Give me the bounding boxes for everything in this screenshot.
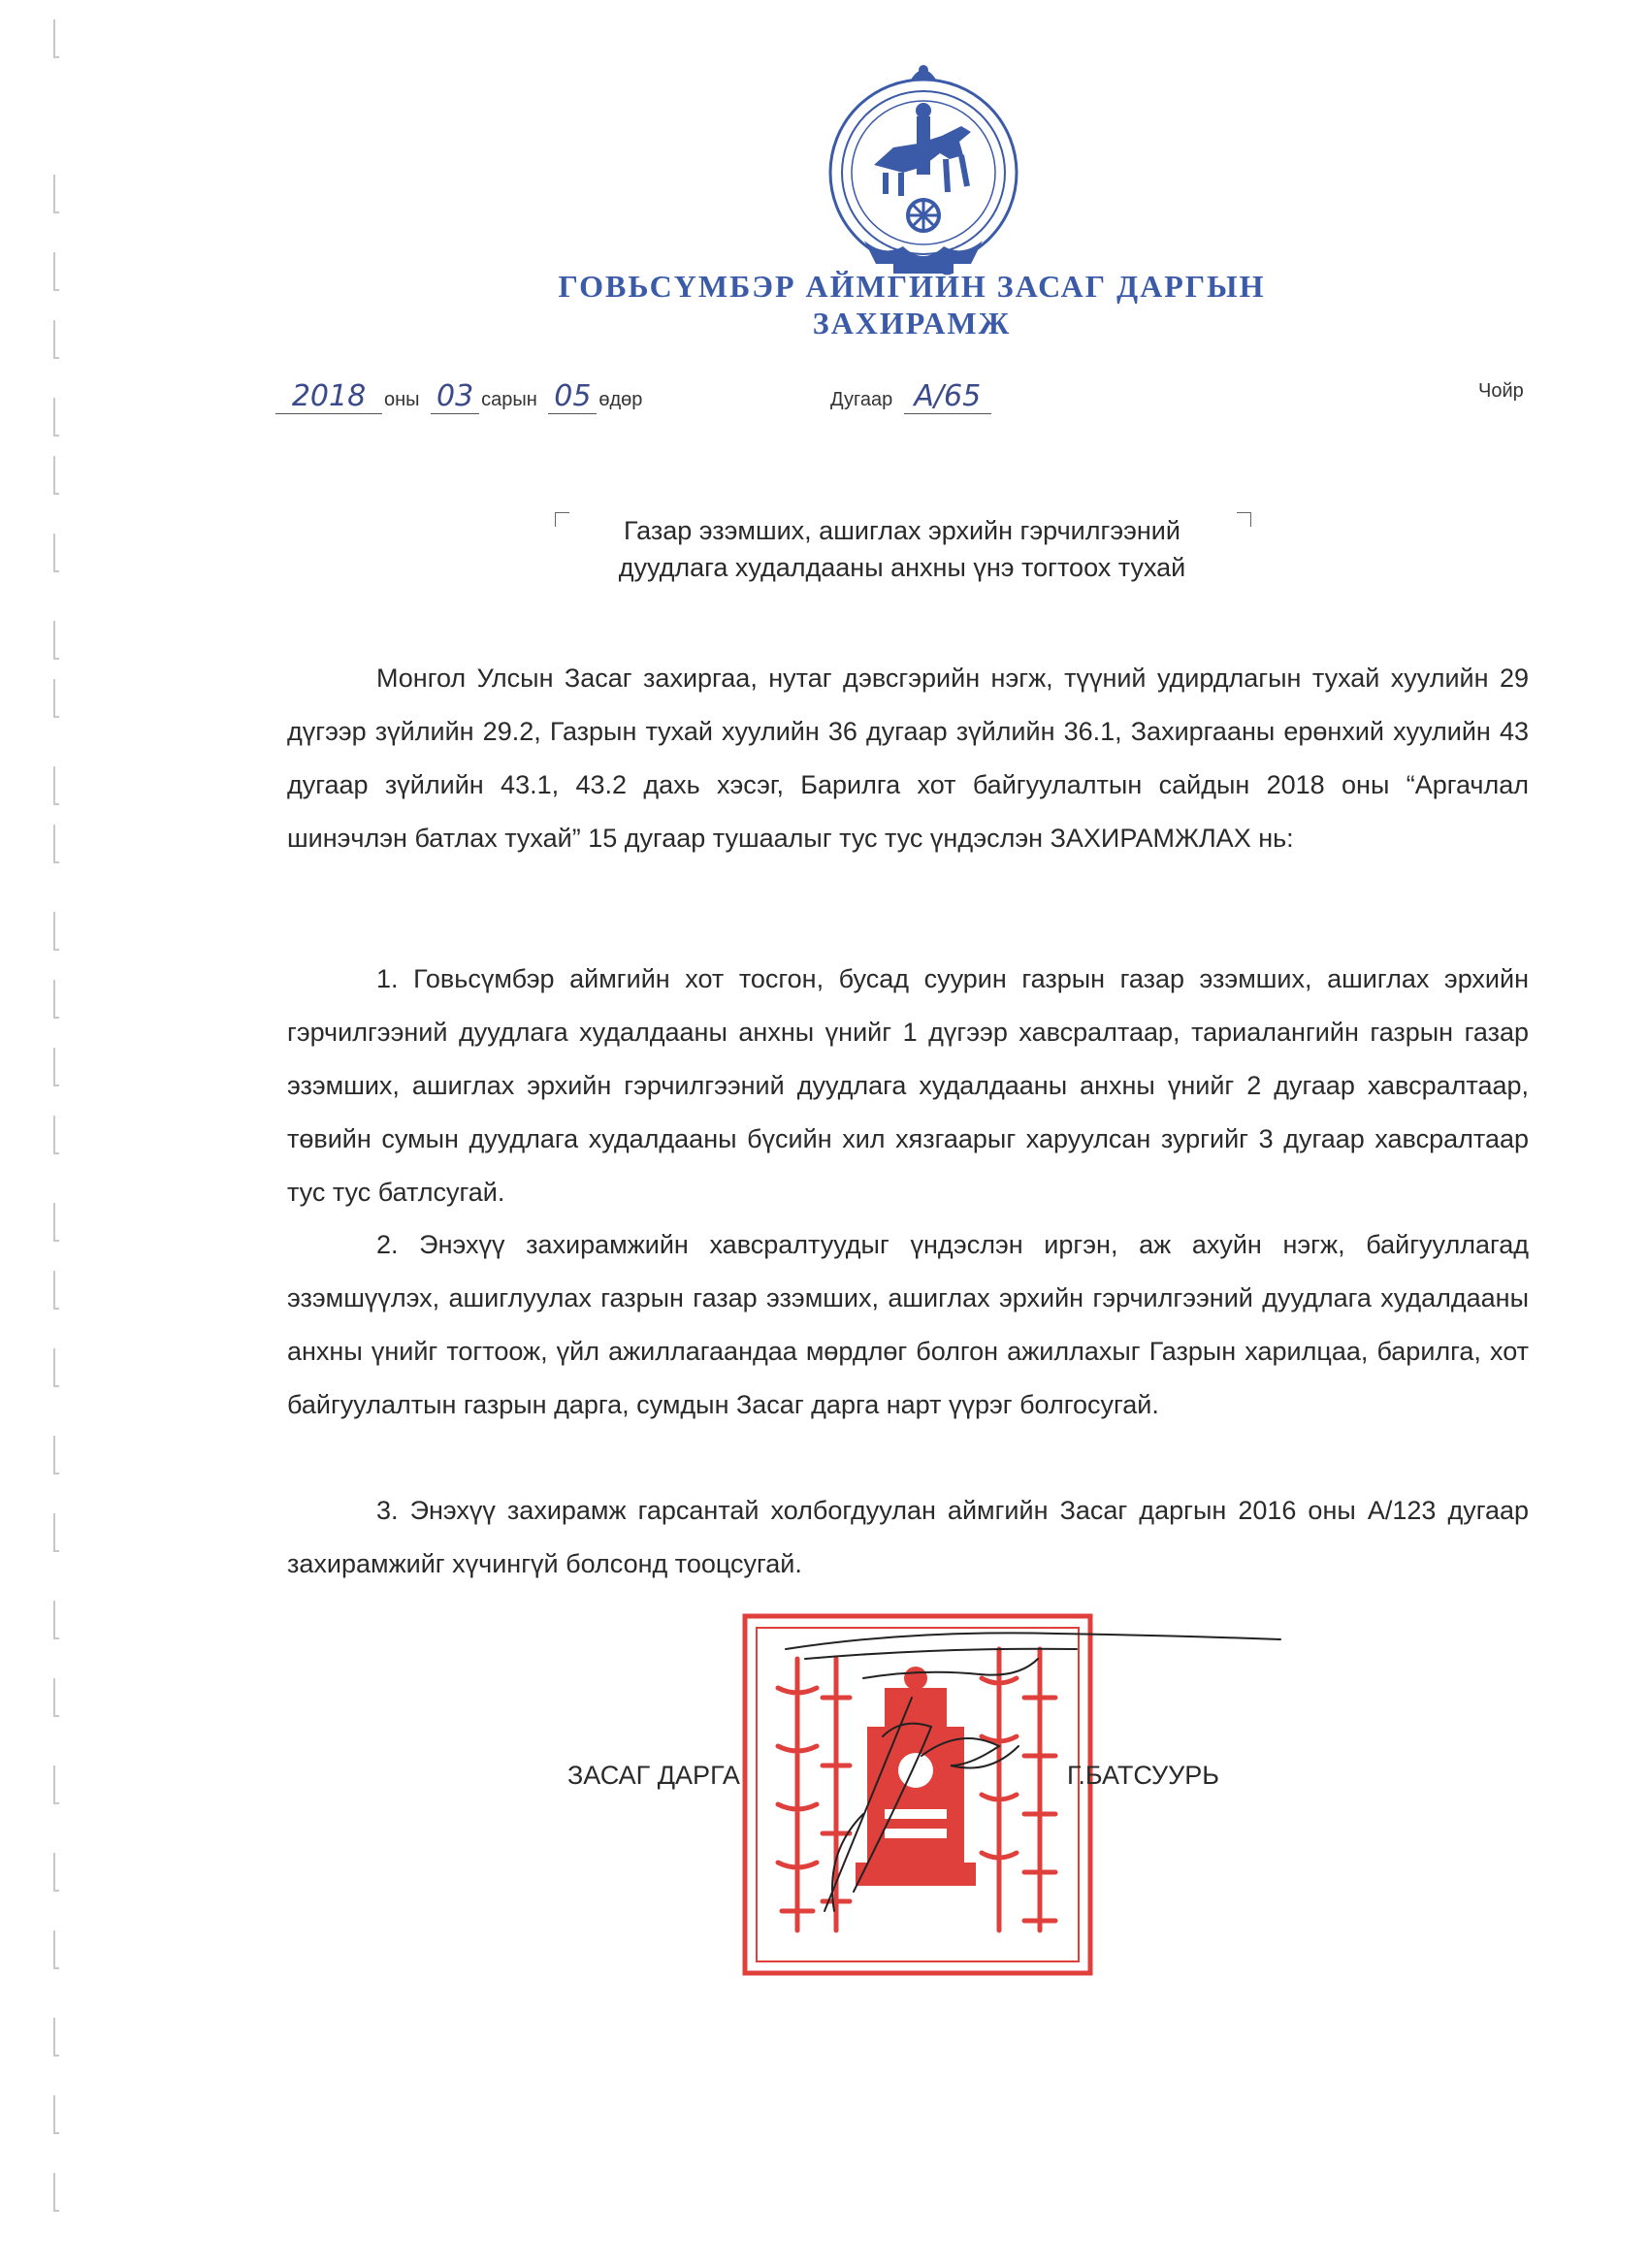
number-label: Дугаар [830, 389, 893, 410]
date-line [275, 380, 648, 414]
document-heading [485, 268, 1339, 341]
heading-line-1: ГОВЬСҮМБЭР АЙМГИЙН ЗАСАГ ДАРГЫН [558, 269, 1266, 304]
number-value: А/65 [904, 380, 991, 414]
signatory-name: Г.БАТСУУРЬ [1067, 1761, 1219, 1790]
month-suffix: сарын [481, 389, 537, 410]
document-number [828, 380, 991, 414]
date-day: 05 [548, 380, 597, 414]
page-edge-marks [53, 0, 92, 2268]
location: Чойр [1478, 380, 1524, 402]
date-year: 2018 [275, 380, 382, 414]
preamble-paragraph: Монгол Улсын Засаг захиргаа, нутаг дэвсгэрийн нэгж, түүний удирдлагын тухай хуулийн 29 дүгээр зүйлийн 29.2, Газрын тухай хуулийн 36 дугаар зүйлийн 36.1, Захиргааны ерөнхий хуулийн 43 дугаар зүйлийн 43.1, 43.2 дахь хэсэг, Барилга хот байгуулалтын сайдын 2018 оны “Аргачлал шинэчлэн батлах тухай” 15 дугаар тушаалыг тус тус үндэслэн ЗАХИРАМЖЛАХ нь: [287, 664, 1529, 853]
signatory-title: ЗАСАГ ДАРГА [567, 1761, 740, 1790]
heading-line-2: ЗАХИРАМЖ [812, 306, 1012, 340]
document-subject [543, 512, 1261, 586]
subject-line-1: Газар эзэмших, ашиглах эрхийн гэрчилгээний [624, 516, 1180, 545]
day-suffix: өдөр [598, 389, 643, 410]
year-suffix: оны [384, 389, 420, 410]
order-item-1: 1. Говьсүмбэр аймгийн хот тосгон, бусад суурин газрын газар эзэмших, ашиглах эрхийн гэрчилгээний дуудлага худалдааны анхны үнийг 1 дүгээр хавсралтаар, тариалангийн газрын газар эзэмших, ашиглах эрхийн гэрчилгээний дуудлага худалдааны анхны үнийг 2 дугаар хавсралтаар, төвийн сумын дуудлага худалдааны бүсийн хил хязгаарыг харуулсан зургийг 3 дугаар хавсралтаар тус тус батлсугай. [287, 964, 1529, 1207]
date-month: 03 [431, 380, 479, 414]
subject-line-2: дуудлага худалдааны анхны үнэ тогтоох тухай [618, 553, 1186, 582]
order-item-3: 3. Энэхүү захирамж гарсантай холбогдуулан аймгийн Засаг даргын 2016 оны А/123 дугаар захирамжийг хүчингүй болсонд тооцсугай. [287, 1496, 1529, 1578]
order-item-2: 2. Энэхүү захирамжийн хавсралтуудыг үндэслэн иргэн, аж ахуйн нэгж, байгууллагад эзэмшүүлэх, ашиглуулах газрын газар эзэмших, ашиглах эрхийн гэрчилгээний дуудлага худалдааны анхны үнийг тогтоож, үйл ажиллагаандаа мөрдлөг болгон ажиллахыг Газрын харилцаа, барилга, хот байгуулалтын газрын дарга, сумдын Засаг дарга нарт үүрэг болгосугай. [287, 1230, 1529, 1419]
state-emblem-icon [825, 58, 1021, 281]
